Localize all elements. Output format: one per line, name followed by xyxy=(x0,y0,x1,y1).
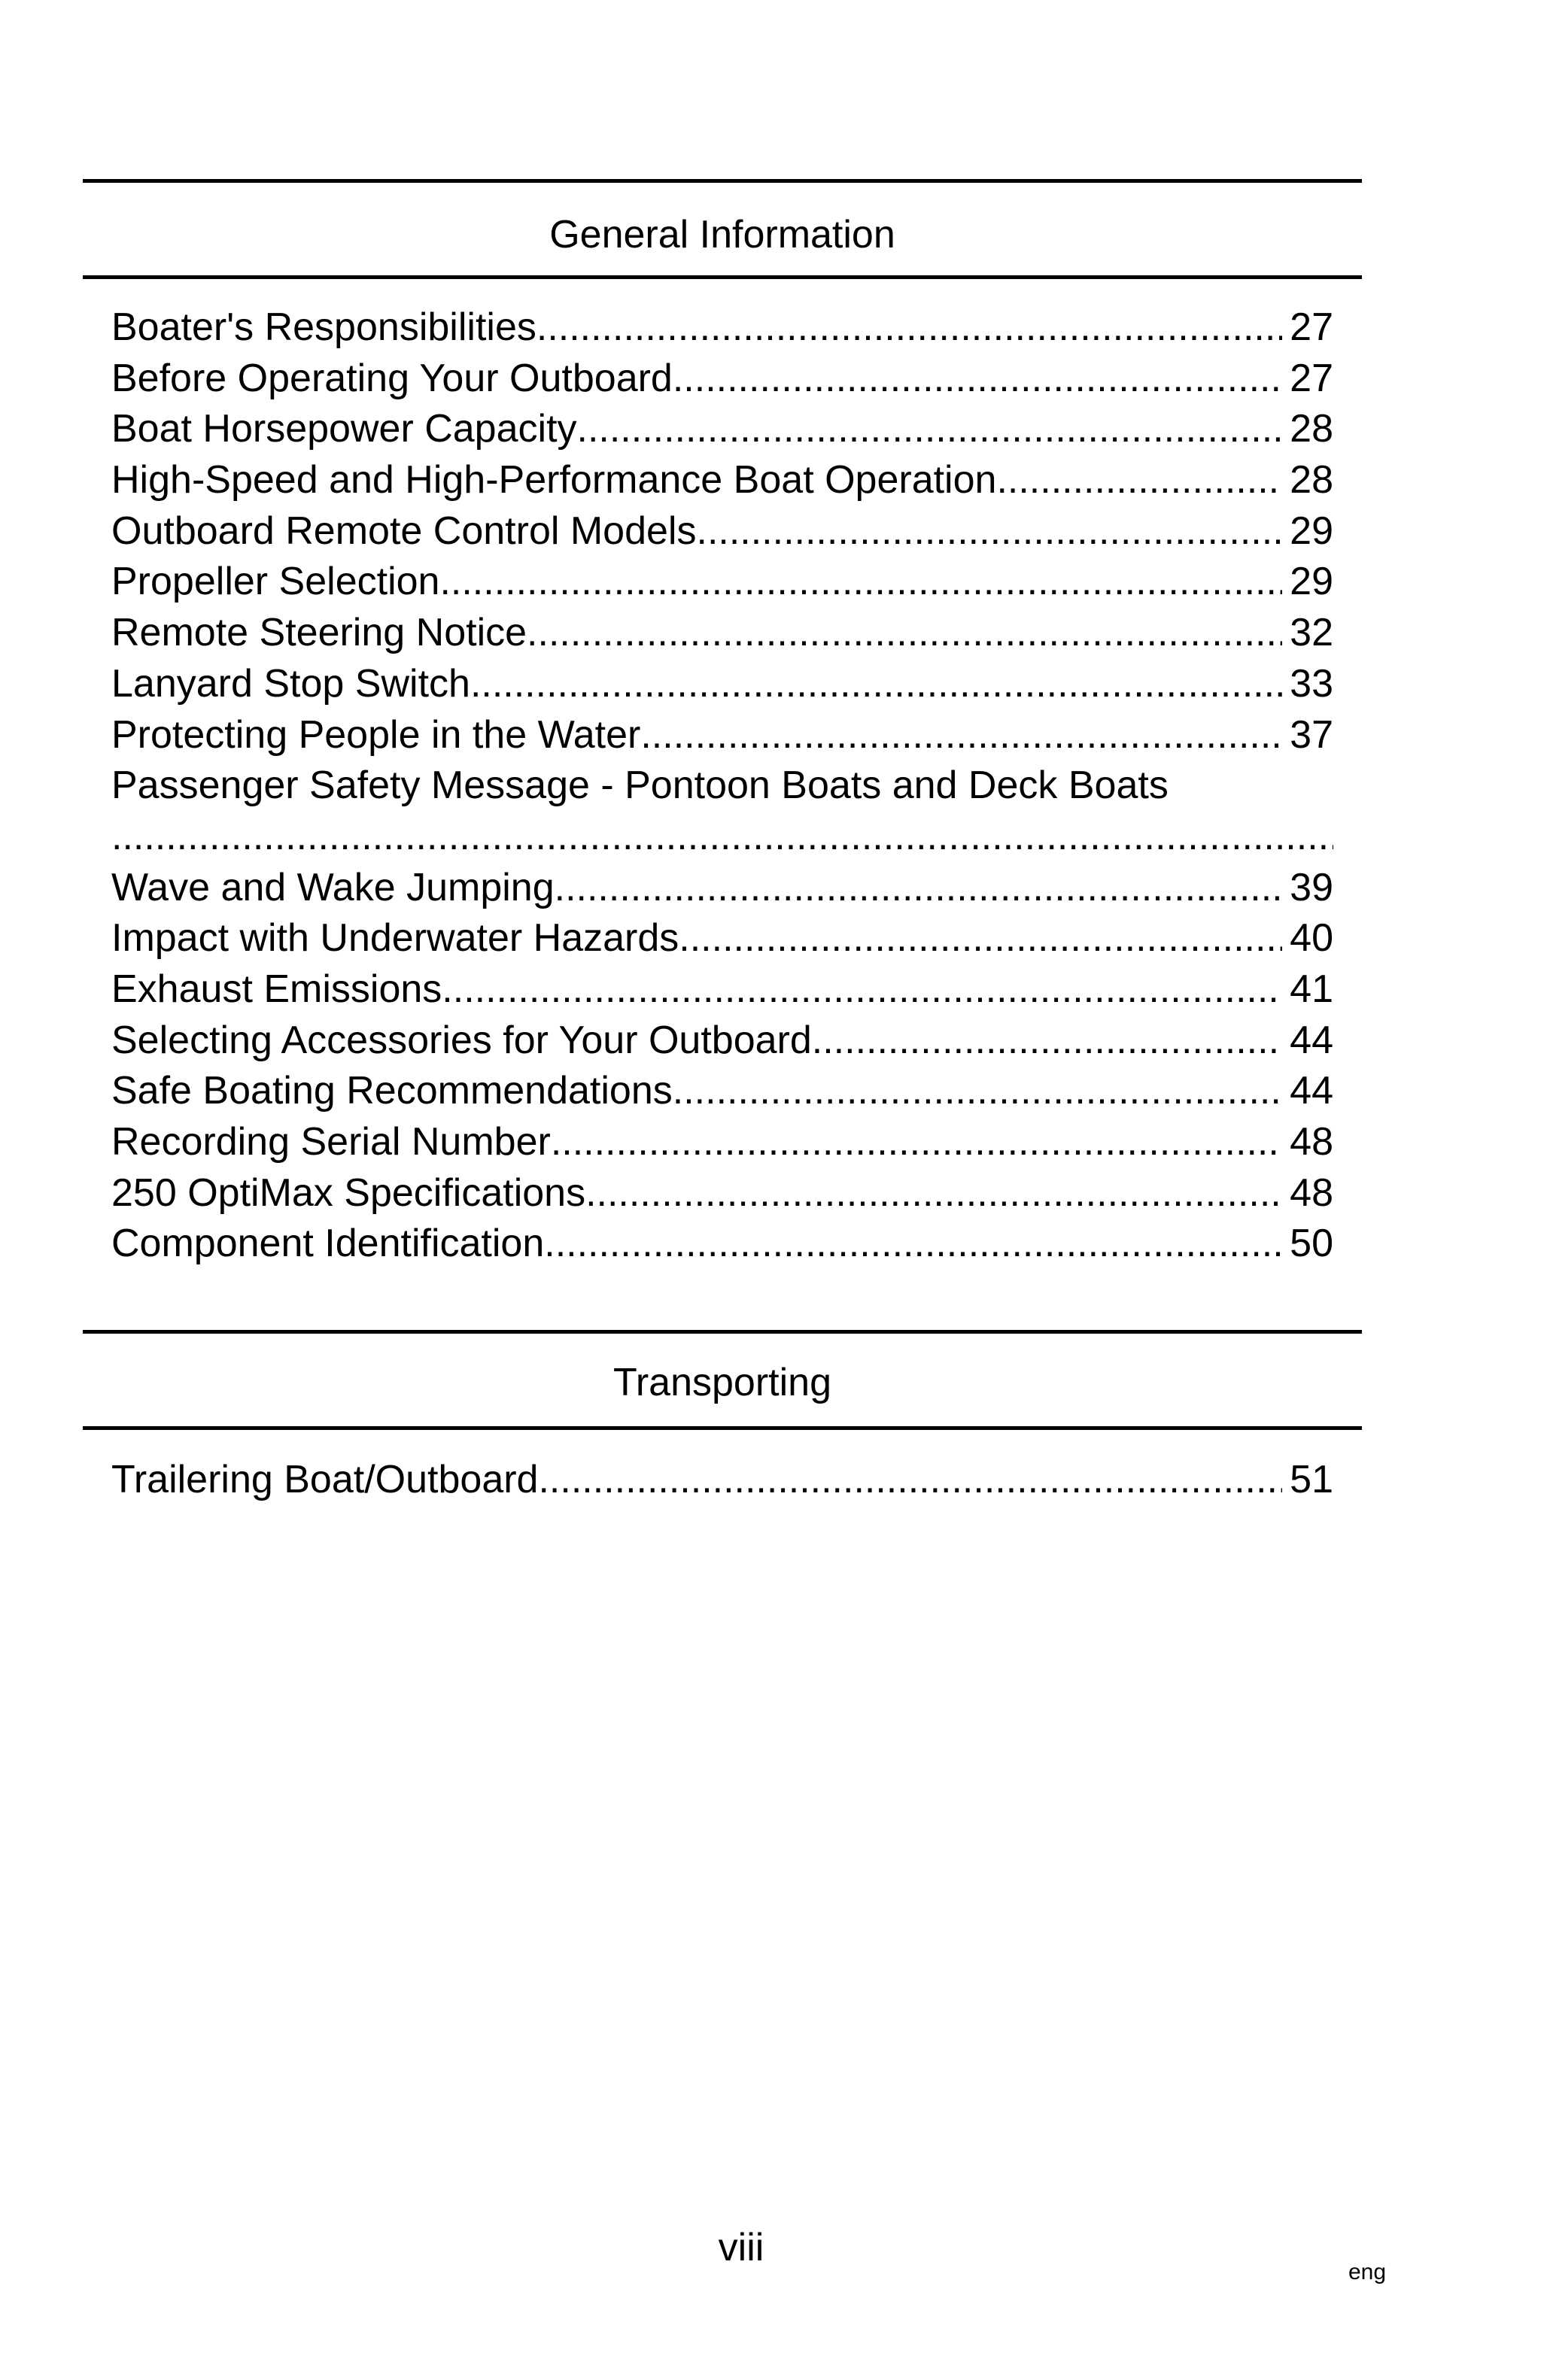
toc-entry-page: 44 xyxy=(1290,1069,1333,1113)
section-top-rule xyxy=(83,179,1362,183)
toc-entry-page: 41 xyxy=(1290,967,1333,1011)
toc-entry-page: 51 xyxy=(1290,1458,1333,1501)
section-top-rule xyxy=(83,1330,1362,1334)
toc-entry-page: 50 xyxy=(1290,1222,1333,1266)
toc-entry[interactable] xyxy=(111,710,1333,761)
page-number: viii xyxy=(718,2226,764,2269)
toc-entry[interactable] xyxy=(111,1015,1333,1067)
dot-leader xyxy=(679,913,1282,964)
dot-leader xyxy=(673,1066,1282,1117)
toc-entry[interactable] xyxy=(111,404,1333,455)
toc-entry[interactable] xyxy=(111,863,1333,914)
toc-entry-page: 39 xyxy=(1290,865,1333,909)
toc-entry-page: 28 xyxy=(1290,407,1333,451)
toc-entry[interactable] xyxy=(111,354,1333,405)
toc-list-general-information xyxy=(111,302,1333,1270)
dot-leader xyxy=(640,710,1282,761)
dot-leader xyxy=(527,608,1282,659)
dot-leader xyxy=(697,506,1283,557)
toc-list-transporting xyxy=(111,1455,1333,1506)
toc-entry-title: Lanyard Stop Switch xyxy=(111,661,470,706)
toc-entry-page: 48 xyxy=(1290,1170,1333,1215)
toc-entry-page: 32 xyxy=(1290,611,1333,655)
toc-entry[interactable] xyxy=(111,608,1333,659)
section-bottom-rule xyxy=(83,1426,1362,1430)
toc-entry-page: 44 xyxy=(1290,1018,1333,1062)
dot-leader xyxy=(544,1219,1282,1270)
toc-entry-title: Protecting People in the Water xyxy=(111,712,641,757)
toc-entry-title: Boat Horsepower Capacity xyxy=(111,407,577,451)
dot-leader xyxy=(577,404,1283,455)
toc-entry-title: Outboard Remote Control Models xyxy=(111,508,697,553)
dot-leader xyxy=(673,354,1282,405)
toc-entry-title: Component Identification xyxy=(111,1222,545,1266)
toc-entry[interactable] xyxy=(111,964,1333,1015)
dot-leader xyxy=(812,1015,1282,1067)
toc-entry[interactable] xyxy=(111,1455,1333,1506)
toc-entry[interactable] xyxy=(111,1117,1333,1168)
section-title: Transporting xyxy=(613,1361,831,1404)
dot-leader xyxy=(536,302,1282,354)
section-bottom-rule xyxy=(83,275,1362,279)
toc-entry[interactable] xyxy=(111,659,1333,710)
dot-leader xyxy=(538,1455,1282,1506)
toc-entry-page: 29 xyxy=(1290,560,1333,604)
toc-entry[interactable] xyxy=(111,913,1333,964)
toc-entry-page: 27 xyxy=(1290,305,1333,349)
dot-leader xyxy=(585,1168,1282,1219)
toc-entry-title: Safe Boating Recommendations xyxy=(111,1069,673,1113)
dot-leader xyxy=(555,863,1283,914)
toc-entry[interactable] xyxy=(111,557,1333,608)
toc-entry[interactable] xyxy=(111,302,1333,354)
toc-entry-title: Propeller Selection xyxy=(111,560,440,604)
dot-leader xyxy=(551,1117,1282,1168)
toc-entry-page: 37 xyxy=(1290,712,1333,757)
toc-entry-title: Selecting Accessories for Your Outboard xyxy=(111,1018,812,1062)
toc-entry-title: Recording Serial Number xyxy=(111,1120,551,1164)
toc-entry[interactable] xyxy=(111,1219,1333,1270)
toc-entry-title: Wave and Wake Jumping xyxy=(111,865,555,909)
toc-entry[interactable] xyxy=(111,760,1333,862)
dot-leader xyxy=(996,455,1282,506)
toc-entry-title: Trailering Boat/Outboard xyxy=(111,1458,539,1501)
toc-entry-title: Passenger Safety Message - Pontoon Boats and Deck Boats xyxy=(111,763,1169,808)
toc-entry-page: 28 xyxy=(1290,458,1333,502)
toc-entry[interactable] xyxy=(111,506,1333,557)
toc-entry-title: Before Operating Your Outboard xyxy=(111,356,673,400)
toc-entry-page: 40 xyxy=(1290,916,1333,961)
toc-entry[interactable] xyxy=(111,455,1333,506)
toc-entry-title: Impact with Underwater Hazards xyxy=(111,916,679,961)
toc-entry[interactable] xyxy=(111,1066,1333,1117)
toc-entry-title: Boater's Responsibilities xyxy=(111,305,536,349)
toc-entry-title: High-Speed and High-Performance Boat Operation xyxy=(111,458,997,502)
language-code: eng xyxy=(1348,2260,1387,2284)
toc-entry-title: Remote Steering Notice xyxy=(111,611,527,655)
toc-entry-page: 29 xyxy=(1290,508,1333,553)
dot-leader xyxy=(470,659,1282,710)
toc-entry-page: 33 xyxy=(1290,661,1333,706)
section-title: General Information xyxy=(549,213,895,257)
toc-entry-title: 250 OptiMax Specifications xyxy=(111,1170,586,1215)
toc-entry-page: 48 xyxy=(1290,1120,1333,1164)
dot-leader xyxy=(111,812,1333,863)
toc-entry[interactable] xyxy=(111,1168,1333,1219)
dot-leader xyxy=(442,964,1282,1015)
toc-entry-page: 27 xyxy=(1290,356,1333,400)
dot-leader xyxy=(439,557,1282,608)
toc-entry-title: Exhaust Emissions xyxy=(111,967,442,1011)
